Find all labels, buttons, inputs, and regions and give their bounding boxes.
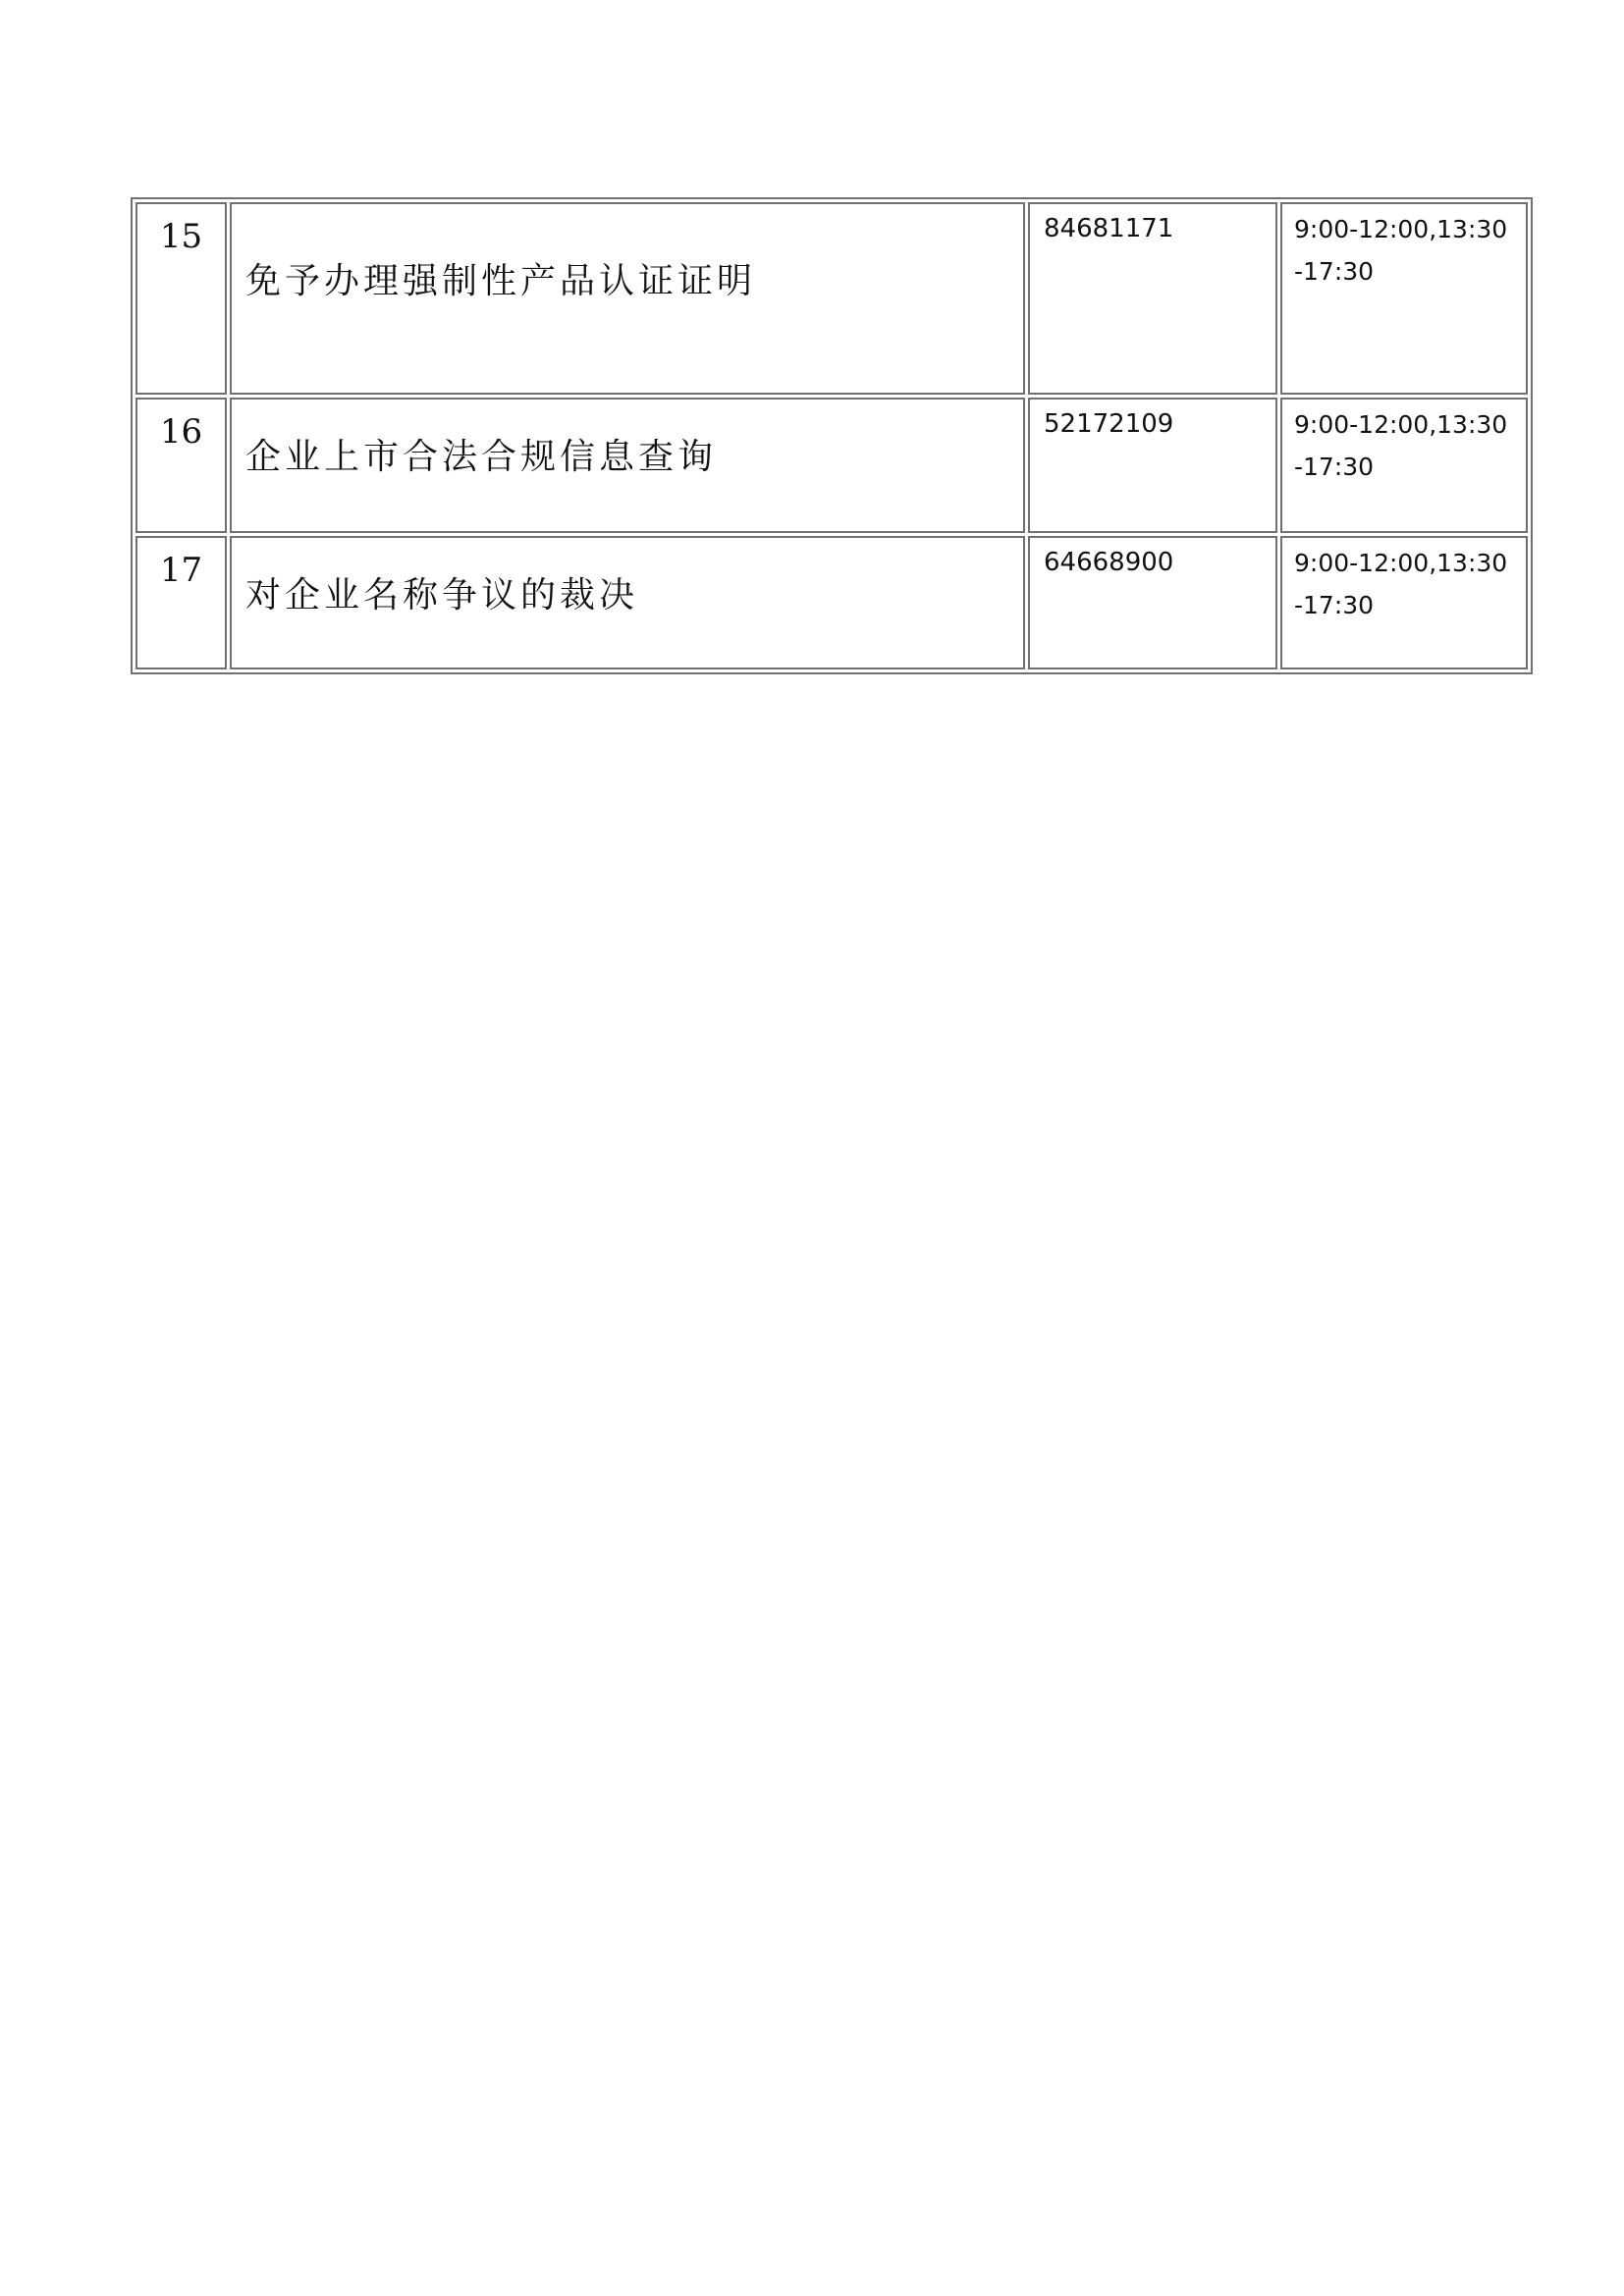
service-table [131, 197, 1533, 674]
service-hours [1280, 202, 1528, 395]
service-name: 企业上市合法合规信息查询 [230, 398, 1025, 533]
table-row [135, 536, 1528, 669]
service-hours-line-1: 9:00-12:00,13:30 [1294, 549, 1508, 577]
row-number: 17 [135, 536, 227, 669]
service-name: 对企业名称争议的裁决 [230, 536, 1025, 669]
table-row [135, 202, 1528, 395]
service-hours-line-2: -17:30 [1294, 591, 1375, 619]
contact-phone: 52172109 [1028, 398, 1277, 533]
row-number: 16 [135, 398, 227, 533]
service-hours-line-1: 9:00-12:00,13:30 [1294, 215, 1508, 243]
service-hours-line-1: 9:00-12:00,13:30 [1294, 410, 1508, 439]
service-hours [1280, 398, 1528, 533]
contact-phone: 84681171 [1028, 202, 1277, 395]
service-hours [1280, 536, 1528, 669]
service-hours-line-2: -17:30 [1294, 453, 1375, 481]
contact-phone: 64668900 [1028, 536, 1277, 669]
table-row [135, 398, 1528, 533]
service-hours-line-2: -17:30 [1294, 257, 1375, 286]
row-number: 15 [135, 202, 227, 395]
service-name: 免予办理强制性产品认证证明 [230, 202, 1025, 395]
